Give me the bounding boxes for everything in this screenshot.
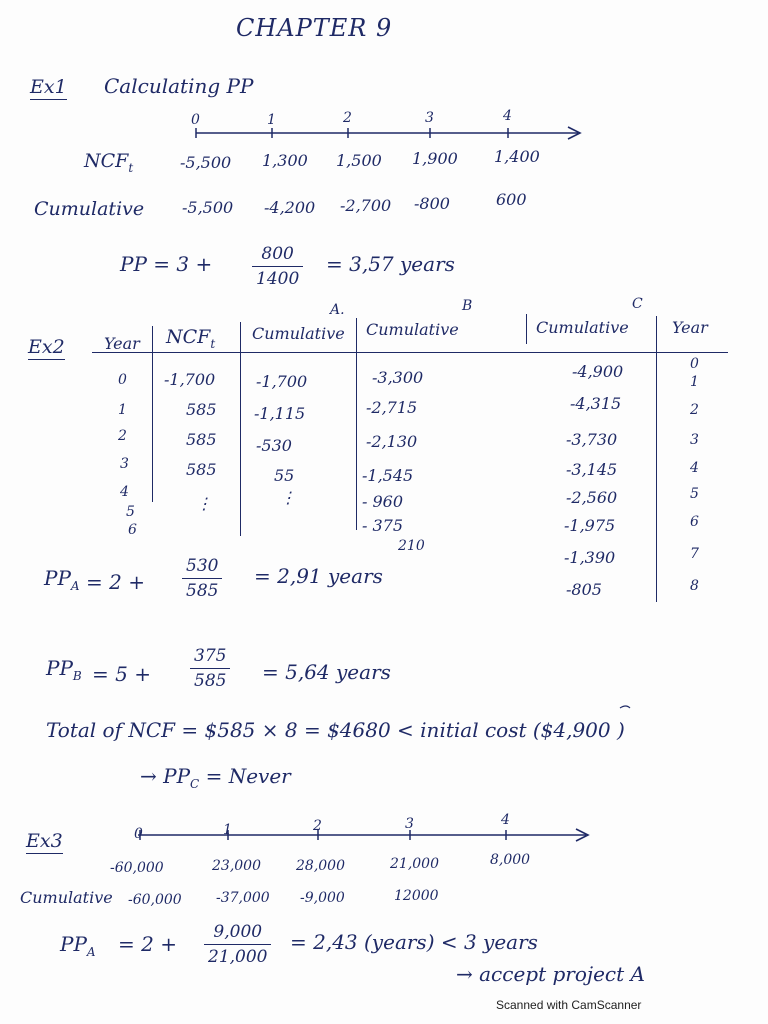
ex2-label: Ex2 (28, 336, 65, 358)
ex2-letter-b: B (462, 298, 473, 314)
ex2-ppc-line: → $PP_C$ = Never (140, 764, 291, 791)
ex3-ppa-result: = 2,43 (years) < 3 years (290, 930, 538, 954)
ex1-tick: 3 (425, 110, 434, 126)
ex2-ppb-numerator: 375 (194, 646, 227, 666)
ex2-cum-c: -1,975 (564, 516, 616, 535)
ex2-ppa-numerator: 530 (186, 556, 219, 576)
ex1-tick: 4 (503, 108, 512, 124)
ex1-ncf-value: 1,300 (262, 151, 308, 170)
ex1-cum-value: 600 (496, 190, 527, 209)
ex2-year: 5 (126, 504, 135, 520)
ex3-label: Ex3 (26, 830, 63, 852)
ex2-cum-b: - 960 (362, 492, 404, 511)
ex2-cum-b: -3,300 (372, 368, 424, 387)
ex1-pp-lhs: PP = 3 + (120, 252, 213, 276)
ex2-col-year-2: Year (672, 318, 708, 337)
ex1-pp-result: = 3,57 years (326, 252, 455, 276)
ex1-cum-value: -800 (414, 194, 450, 213)
ex1-ncf-label: $NCF_t$ (84, 150, 134, 175)
ex3-ppa-lhs: = 2 + (118, 932, 177, 956)
ex2-year-2: 0 (690, 356, 699, 372)
ex2-col-cumulative-c: Cumulative (536, 318, 629, 337)
ex3-ncf-value: -60,000 (110, 860, 164, 876)
ex1-ncf-value: 1,400 (494, 147, 540, 166)
ex3-tick: 0 (134, 826, 143, 842)
ex2-year-2: 4 (690, 460, 699, 476)
ex2-cum-b: -2,130 (366, 432, 418, 451)
ex3-tick: 4 (501, 812, 510, 828)
ex2-year: 6 (128, 522, 137, 538)
ex2-cum-c: -2,560 (566, 488, 618, 507)
ex3-ncf-value: 21,000 (390, 856, 439, 872)
ex2-letter-c: C (632, 296, 643, 312)
ex2-cum-a: 55 (274, 466, 295, 485)
ex2-col-divider (656, 316, 657, 602)
ex2-ppa-fraction (182, 556, 222, 601)
ex2-ppb-denominator: 585 (190, 668, 230, 691)
ex2-ppb-fraction (190, 646, 230, 691)
ex1-tick: 0 (191, 112, 200, 128)
ex3-cum-value: 12000 (394, 888, 439, 904)
ex2-ppb-result: = 5,64 years (262, 660, 391, 684)
ex2-ncf: 585 (186, 460, 217, 479)
ex2-cum-a: ⋮ (280, 488, 296, 507)
ex2-col-ncf: $NCF_t$ (166, 326, 216, 351)
ex2-ncf: ⋮ (196, 494, 212, 513)
ex3-ppa-label: $PP_A$ (60, 932, 96, 959)
ex2-year: 2 (118, 428, 127, 444)
ex2-col-divider (356, 318, 357, 530)
ex1-ncf-value: -5,500 (180, 153, 232, 172)
ex2-ppa-label: $PP_A$ (44, 566, 80, 593)
ex2-cum-b: -1,545 (362, 466, 414, 485)
ex2-year: 4 (120, 484, 129, 500)
ex2-cum-b: - 375 (362, 516, 404, 535)
ex2-ppa-denominator: 585 (182, 578, 222, 601)
ex3-ncf-value: 8,000 (490, 852, 531, 868)
ex2-cum-c: -4,315 (570, 394, 622, 413)
ex2-ppa-result: = 2,91 years (254, 564, 383, 588)
ex1-tick: 2 (343, 110, 352, 126)
ex1-pp-denominator: 1400 (252, 266, 303, 289)
ex1-tick: 1 (267, 112, 276, 128)
ex2-year: 0 (118, 372, 127, 388)
ex3-ppa-numerator: 9,000 (213, 922, 263, 942)
ex3-ppa-fraction (204, 922, 271, 967)
ex1-pp-numerator: 800 (261, 244, 294, 264)
ex3-ppa-denominator: 21,000 (204, 944, 271, 967)
ex1-cum-value: -2,700 (340, 196, 392, 215)
ex2-cum-c: -1,390 (564, 548, 616, 567)
ex3-ncf-value: 28,000 (296, 858, 345, 874)
ex3-cum-value: -9,000 (300, 890, 345, 906)
ex2-letter-a: A. (330, 302, 345, 318)
ex2-year-2: 1 (690, 374, 699, 390)
ex3-cum-value: -60,000 (128, 892, 182, 908)
ex1-cum-value: -4,200 (264, 198, 316, 217)
ex2-cum-c: -3,145 (566, 460, 618, 479)
ex1-ncf-value: 1,900 (412, 149, 458, 168)
ex1-label: Ex1 (30, 76, 67, 98)
ex3-cum-value: -37,000 (216, 890, 270, 906)
ex2-cum-c: -805 (566, 580, 602, 599)
ex2-cum-a: -1,700 (256, 372, 308, 391)
ex2-cum-c: -3,730 (566, 430, 618, 449)
ex2-ppb-label: $PP_B$ (46, 656, 82, 683)
ex3-tick: 2 (313, 818, 322, 834)
ex1-cumulative-label: Cumulative (34, 198, 145, 220)
ex2-ncf: 585 (186, 430, 217, 449)
ex2-year-2: 5 (690, 486, 699, 502)
ex2-ppa-lhs: = 2 + (86, 570, 145, 594)
ex2-year: 1 (118, 402, 127, 418)
ex1-cum-value: -5,500 (182, 198, 234, 217)
ex2-col-divider (152, 326, 153, 502)
ex3-tick: 1 (223, 822, 232, 838)
ex2-col-divider (526, 314, 527, 344)
ex3-ncf-value: 23,000 (212, 858, 261, 874)
ex2-ncf: -1,700 (164, 370, 216, 389)
ex3-cumulative-label: Cumulative (20, 888, 113, 907)
ex2-total-ncf-line: Total of NCF = $585 × 8 = $4680 < initial cost ($4,900 ) (46, 718, 625, 742)
ex2-year-2: 8 (690, 578, 699, 594)
ex2-cum-a: -530 (256, 436, 292, 455)
ex2-ppb-lhs: = 5 + (92, 662, 151, 686)
ex2-cum-c: -4,900 (572, 362, 624, 381)
ex1-pp-fraction (252, 244, 303, 289)
ex3-accept-line: → accept project A (456, 962, 645, 986)
ex2-year-2: 6 (690, 514, 699, 530)
ex2-col-divider (240, 322, 241, 536)
ex2-ncf: 585 (186, 400, 217, 419)
ex1-heading: Calculating PP (104, 74, 254, 98)
ex2-col-cumulative-a: Cumulative (252, 324, 345, 343)
ex2-header-rule (92, 352, 728, 353)
ex2-cum-a: -1,115 (254, 404, 306, 423)
ex2-cum-b: 210 (398, 538, 425, 554)
ex2-year-2: 2 (690, 402, 699, 418)
ex1-ncf-value: 1,500 (336, 151, 382, 170)
page-title: CHAPTER 9 (236, 14, 393, 42)
scanner-watermark: Scanned with CamScanner (496, 998, 642, 1012)
ex2-year-2: 7 (690, 546, 699, 562)
ex2-year: 3 (120, 456, 129, 472)
ex2-cum-b: -2,715 (366, 398, 418, 417)
ex2-year-2: 3 (690, 432, 699, 448)
ex2-col-year: Year (104, 334, 140, 353)
ex2-col-cumulative-b: Cumulative (366, 320, 459, 339)
ex3-tick: 3 (405, 816, 414, 832)
